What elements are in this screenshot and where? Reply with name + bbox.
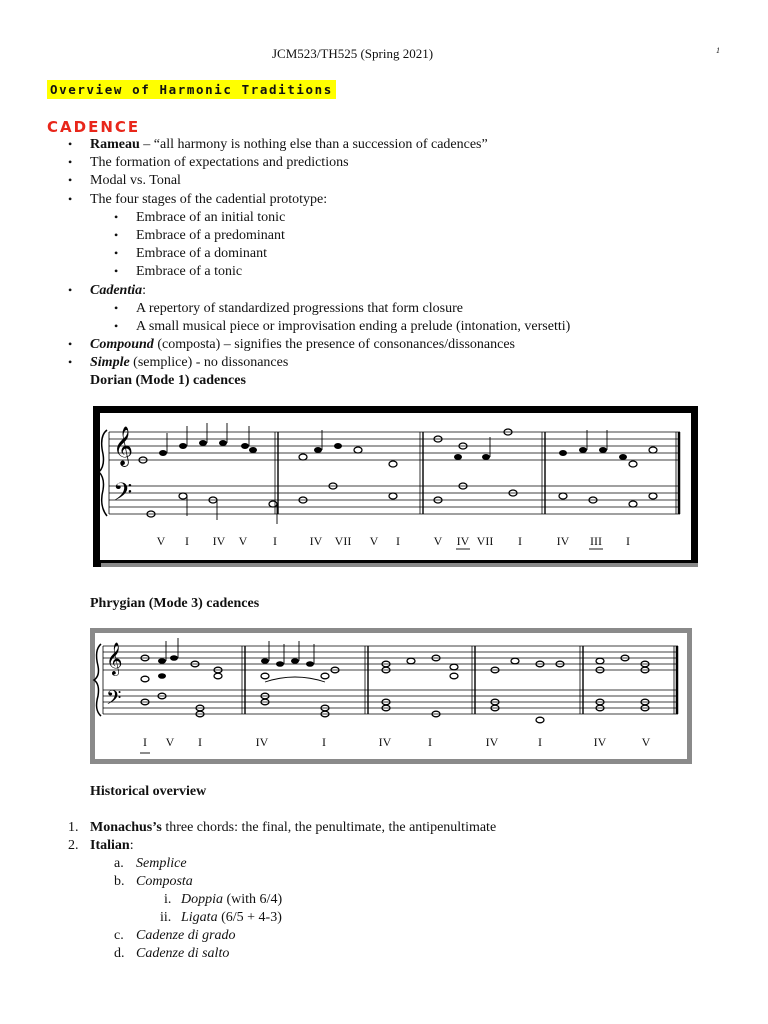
phrygian-numeral: V <box>165 735 175 749</box>
list-letter: d. <box>114 946 125 961</box>
historical-item-monachus <box>90 819 496 837</box>
historical-item-italian <box>90 837 134 855</box>
composta-doppia <box>181 891 282 909</box>
section-heading: CADENCE <box>47 118 141 136</box>
dorian-numeral: IV <box>212 534 226 548</box>
composta-ligata <box>181 909 282 927</box>
dorian-numeral: I <box>396 534 400 548</box>
doppia-text: (with 6/4) <box>223 892 283 907</box>
compound-label: Compound <box>90 337 154 352</box>
monachus-label: Monachus’s <box>90 820 162 835</box>
colon: : <box>142 283 147 298</box>
bullet-expectations: The formation of expectations and predictions <box>90 155 349 170</box>
bullet-icon: • <box>68 155 73 169</box>
dorian-numeral: I <box>185 534 189 548</box>
dorian-caption: Dorian (Mode 1) cadences <box>90 373 246 388</box>
list-letter: b. <box>114 874 125 889</box>
dorian-numeral: V <box>369 534 379 548</box>
phrygian-numeral: I <box>428 735 432 749</box>
course-header: JCM523/TH525 (Spring 2021) <box>272 46 434 61</box>
stage-item: Embrace of a dominant <box>136 246 268 261</box>
bullet-modal-tonal: Modal vs. Tonal <box>90 173 181 188</box>
dorian-numeral: IV <box>309 534 323 548</box>
italian-semplice: Semplice <box>136 856 187 871</box>
bullet-icon: • <box>68 355 73 369</box>
phrygian-numeral: I <box>538 735 542 749</box>
phrygian-numeral: I <box>322 735 326 749</box>
list-letter: a. <box>114 856 124 871</box>
phrygian-numeral: I <box>143 735 147 749</box>
phrygian-numeral: IV <box>255 735 269 749</box>
bullet-icon: • <box>114 228 119 242</box>
compound-text: (composta) – signifies the presence of consonances/dissonances <box>153 337 515 352</box>
dorian-music-example <box>93 406 698 567</box>
phrygian-numeral: IV <box>593 735 607 749</box>
dorian-numeral: III <box>590 534 602 548</box>
phrygian-numeral: IV <box>378 735 392 749</box>
dorian-numeral: IV <box>456 534 470 548</box>
rameau-label: Rameau <box>90 137 140 152</box>
bullet-simple <box>90 354 288 372</box>
svg-text:𝄞: 𝄞 <box>106 642 123 675</box>
list-roman: i. <box>164 892 172 907</box>
bullet-icon: • <box>114 246 119 260</box>
stage-item: Embrace of a predominant <box>136 228 285 243</box>
bullet-four-stages: The four stages of the cadential prototype: <box>90 192 328 207</box>
dorian-numeral: V <box>433 534 443 548</box>
page-number: 1 <box>716 46 720 55</box>
svg-text:𝄢: 𝄢 <box>106 686 122 714</box>
cadenze-di-grado: Cadenze di grado <box>136 928 236 943</box>
dorian-numeral: VII <box>476 534 494 548</box>
simple-text: (semplice) - no dissonances <box>129 355 289 370</box>
phrygian-music-example <box>90 628 692 764</box>
phrygian-numeral: V <box>641 735 651 749</box>
bullet-icon: • <box>68 137 73 151</box>
bullet-icon: • <box>114 264 119 278</box>
stage-item: Embrace of an initial tonic <box>136 210 286 225</box>
dorian-numeral: V <box>156 534 166 548</box>
rameau-text: – “all harmony is nothing else than a succession of cadences” <box>139 137 488 152</box>
dorian-numeral: V <box>238 534 248 548</box>
bullet-icon: • <box>114 319 119 333</box>
svg-text:𝄢: 𝄢 <box>113 478 133 513</box>
cadentia-label: Cadentia <box>90 283 143 298</box>
document-title: Overview of Harmonic Traditions <box>47 80 336 99</box>
phrygian-caption: Phrygian (Mode 3) cadences <box>90 596 260 611</box>
stage-item: Embrace of a tonic <box>136 264 243 279</box>
dorian-numeral: I <box>518 534 522 548</box>
bullet-icon: • <box>68 192 73 206</box>
svg-text:𝄞: 𝄞 <box>113 426 134 466</box>
cadentia-item: A small musical piece or improvisation ending a prelude (intonation, versetti) <box>136 319 571 334</box>
simple-label: Simple <box>90 355 130 370</box>
colon: : <box>129 838 134 853</box>
bullet-rameau <box>90 136 488 154</box>
historical-heading: Historical overview <box>90 784 207 799</box>
bullet-compound <box>90 336 515 354</box>
bullet-icon: • <box>68 173 73 187</box>
cadenze-di-salto: Cadenze di salto <box>136 946 230 961</box>
ligata-text: (6/5 + 4-3) <box>217 910 282 925</box>
doppia-label: Doppia <box>181 892 223 907</box>
bullet-icon: • <box>68 337 73 351</box>
dorian-numeral: I <box>273 534 277 548</box>
bullet-icon: • <box>68 283 73 297</box>
dorian-numeral: I <box>626 534 630 548</box>
monachus-text: three chords: the final, the penultimate, the antipenultimate <box>161 820 497 835</box>
phrygian-numeral: I <box>198 735 202 749</box>
cadentia-item: A repertory of standardized progressions that form closure <box>136 301 463 316</box>
list-number: 2. <box>68 838 79 853</box>
dorian-numeral: IV <box>556 534 570 548</box>
list-number: 1. <box>68 820 79 835</box>
italian-label: Italian <box>90 838 130 853</box>
phrygian-numeral: IV <box>485 735 499 749</box>
italian-composta: Composta <box>136 874 193 889</box>
bullet-icon: • <box>114 301 119 315</box>
ligata-label: Ligata <box>181 910 218 925</box>
list-roman: ii. <box>160 910 172 925</box>
dorian-numeral: VII <box>334 534 352 548</box>
bullet-cadentia <box>90 282 146 300</box>
list-letter: c. <box>114 928 124 943</box>
bullet-icon: • <box>114 210 119 224</box>
